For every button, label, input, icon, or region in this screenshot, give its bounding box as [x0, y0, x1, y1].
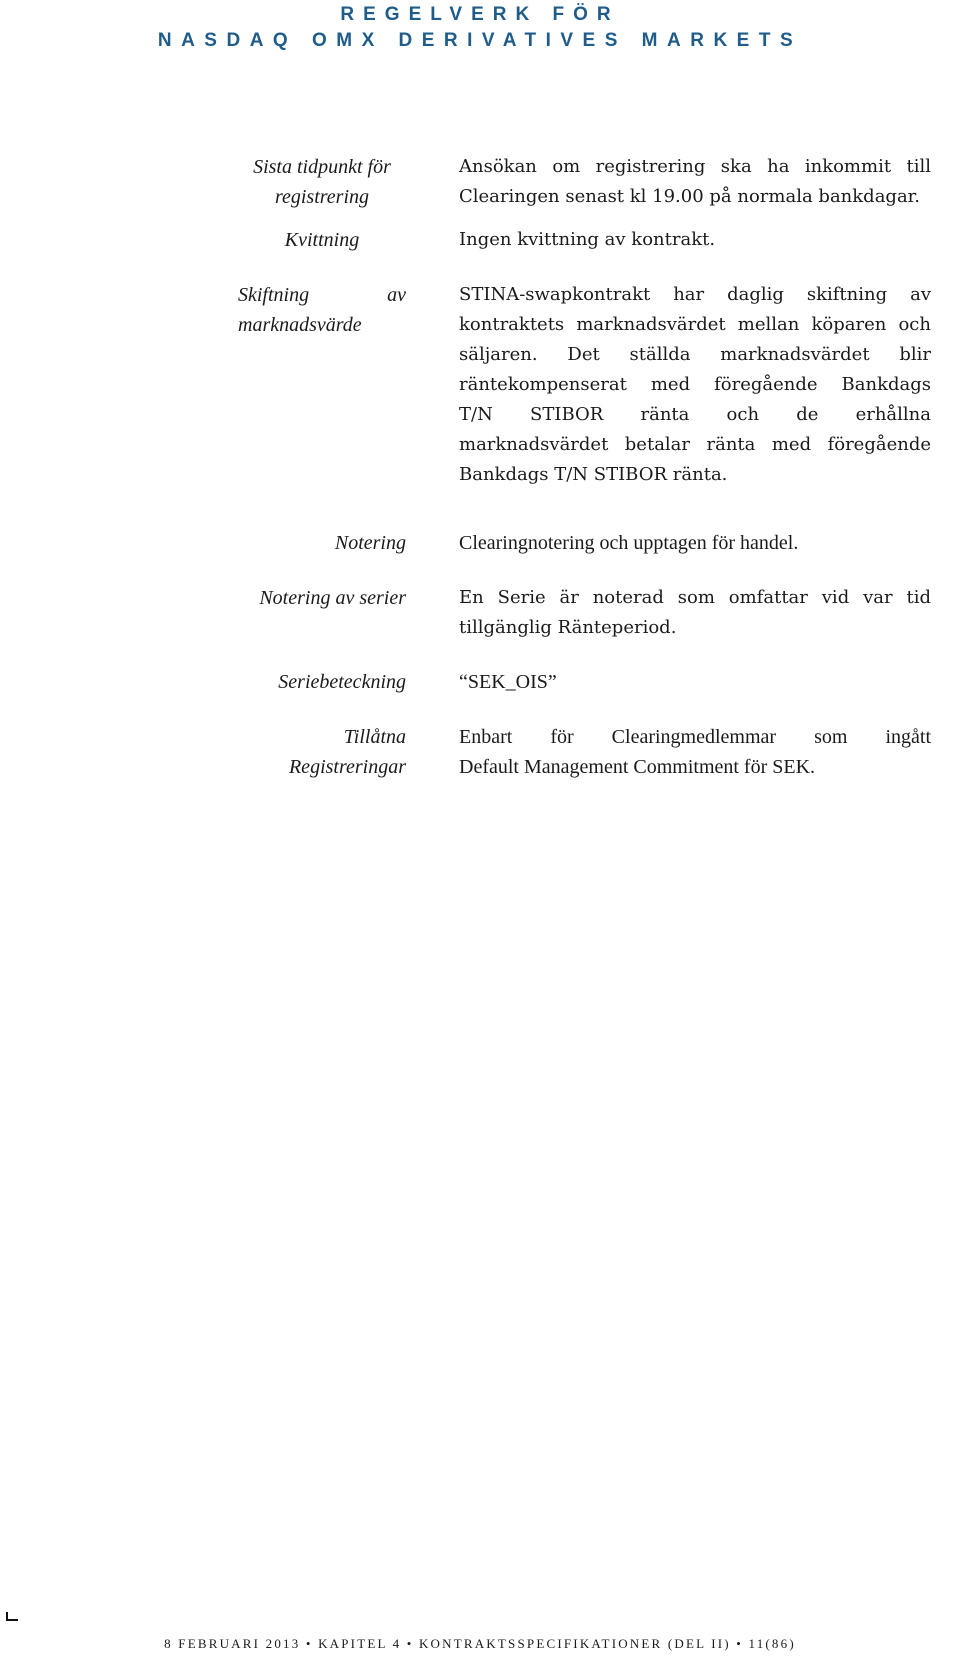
spec-value: [459, 667, 931, 697]
spec-value-line: En Serie är noterad som omfattar vid var tid: [459, 587, 931, 608]
spec-label-line: Kvittning: [284, 229, 360, 251]
spec-label: [238, 528, 406, 558]
spec-value: [459, 722, 931, 782]
spec-label: [238, 280, 406, 340]
crop-mark: [6, 1612, 18, 1621]
spec-value-line: STINA-swapkontrakt har daglig skiftning av: [459, 284, 931, 305]
spec-value-line: T/N STIBOR ränta och de erhållna: [459, 404, 931, 425]
spec-label: [238, 722, 406, 782]
spec-value-line: Ansökan om registrering ska ha inkommit till: [459, 156, 931, 177]
page-footer: 8 FEBRUARI 2013 • KAPITEL 4 • KONTRAKTSSPECIFIKATIONER (DEL II) • 11(86): [164, 1636, 796, 1651]
spec-value-line: räntekompenserat med föregående Bankdags: [459, 374, 931, 395]
spec-label-line: Notering: [334, 532, 406, 554]
spec-value-line: kontraktets marknadsvärdet mellan köparen och: [459, 314, 931, 335]
spec-value: [459, 280, 931, 490]
spec-value-line: Clearingen senast kl 19.00 på normala bankdagar.: [459, 186, 921, 207]
spec-label-line: Skiftning av: [238, 284, 406, 306]
document-header: [0, 0, 960, 54]
spec-label-line: Registreringar: [288, 756, 406, 778]
header-title-line1: REGELVERK FÖR: [340, 4, 620, 25]
spec-label-line: registrering: [274, 186, 370, 208]
spec-value: [459, 583, 931, 643]
spec-label-line: marknadsvärde: [238, 314, 362, 336]
header-title-line2: NASDAQ OMX DERIVATIVES MARKETS: [157, 30, 803, 51]
spec-label: [238, 583, 406, 613]
spec-value-line: “SEK_OIS”: [459, 671, 557, 693]
spec-label-line: Seriebeteckning: [278, 671, 406, 693]
spec-label-line: Sista tidpunkt för: [253, 156, 391, 178]
spec-value-line: Ingen kvittning av kontrakt.: [459, 229, 716, 250]
spec-label: [238, 152, 406, 212]
spec-value-line: säljaren. Det ställda marknadsvärdet blir: [459, 344, 931, 365]
spec-value-line: Bankdags T/N STIBOR ränta.: [459, 464, 728, 485]
spec-label: [238, 225, 406, 255]
spec-value-line: Enbart för Clearingmedlemmar som ingått: [459, 726, 931, 748]
spec-value-line: marknadsvärdet betalar ränta med föregående: [459, 434, 931, 455]
spec-value: [459, 152, 931, 212]
spec-value-line: tillgänglig Ränteperiod.: [459, 617, 677, 638]
spec-value: [459, 528, 931, 558]
spec-value-line: Default Management Commitment för SEK.: [459, 756, 816, 778]
spec-label-line: Notering av serier: [259, 587, 406, 609]
spec-value-line: Clearingnotering och upptagen för handel.: [459, 532, 799, 554]
spec-label: [238, 667, 406, 697]
spec-label-line: Tillåtna: [343, 726, 406, 748]
spec-value: [459, 225, 931, 255]
